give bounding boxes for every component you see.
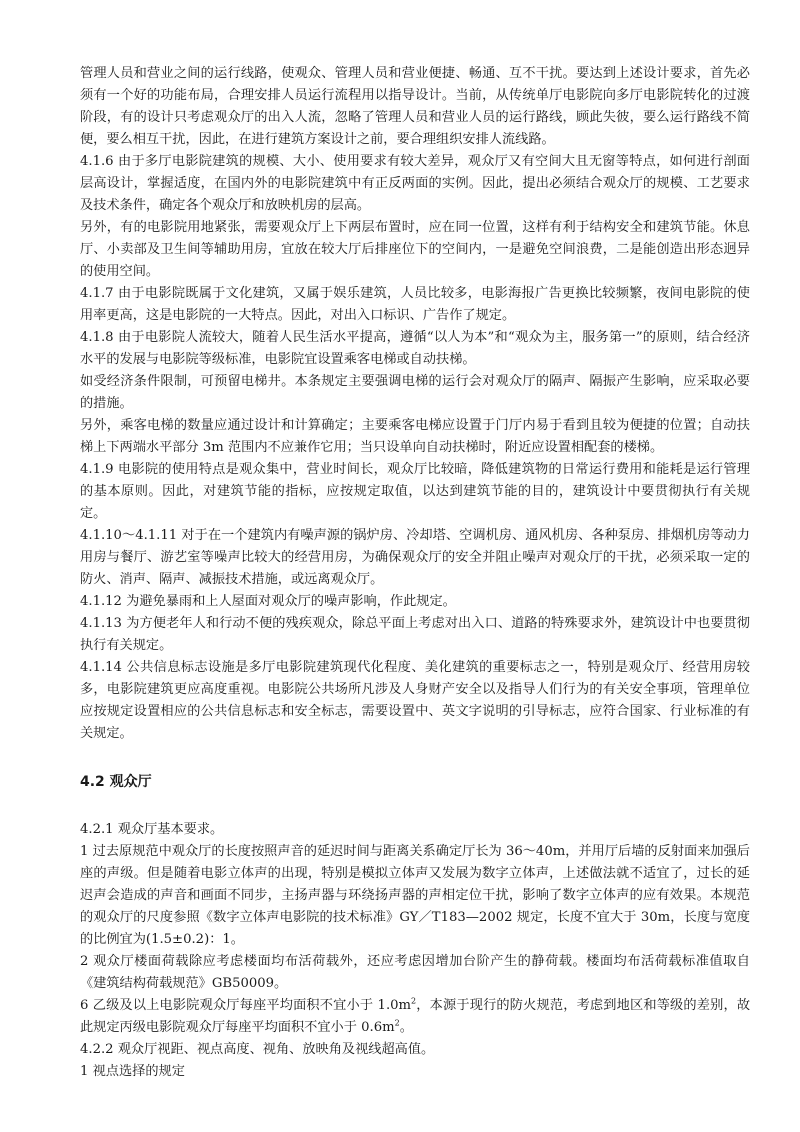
clause-4-1-6: 4.1.6 由于多厅电影院建筑的规模、大小、使用要求有较大差异，观众厅又有空间大且无窗等特点，如何进行剖面层高设计，掌握适度，在国内外的电影院建筑中有正反两面的实例。因此，提出必须结合观众厅的规模、工艺要求及技术条件，确定各个观众厅和放映机房的层高。 xyxy=(80,154,750,213)
paragraph: 另外，乘客电梯的数量应通过设计和计算确定；主要乘客电梯应设置于门厅内易于看到且较为便捷的位置；自动扶梯上下两端水平部分 3m 范围内不应兼作它用；当只设单向自动扶梯时，附近应设置相配套的楼梯。 xyxy=(80,418,750,455)
paragraph: 管理人员和营业之间的运行线路，使观众、管理人员和营业便捷、畅通、互不干扰。要达到上述设计要求，首先必须有一个好的功能布局，合理安排人员运行流程用以指导设计。当前，从传统单厅电影院向多厅电影院转化的过渡阶段，有的设计只考虑观众厅的出入人流，忽略了管理人员和营业人员的运行路线，顾此失彼，要么运行路线不简便，要么相互干扰，因此，在进行建筑方案设计之前，要合理组织安排人流线路。 xyxy=(80,66,750,147)
superscript: 2 xyxy=(411,996,417,1006)
item-6-text-b: ，本源于现行的防火规范，考虑到地区和等级的差别，故此规定丙级电影院观众厅每座平均面积不宜小于 0.6m xyxy=(80,998,751,1035)
item-2-floor-load: 2 观众厅楼面荷载除应考虑楼面均布活荷载外，还应考虑因增加台阶产生的静荷载。楼面均布活荷载标准值取自《建筑结构荷载规范》GB50009。 xyxy=(80,954,750,991)
clause-4-1-14: 4.1.14 公共信息标志设施是多厅电影院建筑现代化程度、美化建筑的重要标志之一，特别是观众厅、经营用房较多，电影院建筑更应高度重视。电影院公共场所凡涉及人身财产安全以及指导人们行为的有关安全事项，管理单位应按规定设置相应的公共信息标志和安全标志，需要设置中、英文字说明的引导标志，应符合国家、行业标准的有关规定。 xyxy=(80,660,750,741)
item-1-viewpoint: 1 视点选择的规定 xyxy=(80,1064,185,1079)
clause-4-1-10-11: 4.1.10～4.1.11 对于在一个建筑内有噪声源的锅炉房、冷却塔、空调机房、通风机房、各种泵房、排烟机房等动力用房与餐厅、游艺室等噪声比较大的经营用房，为确保观众厅的安全并阻止噪声对观众厅的干扰，必须采取一定的防火、消声、隔声、减振技术措施，或远离观众厅。 xyxy=(80,528,750,587)
item-6-text-c: 。 xyxy=(399,1020,413,1035)
section-heading: 4.2 观众厅 xyxy=(80,774,152,790)
clause-4-1-9: 4.1.9 电影院的使用特点是观众集中，营业时间长，观众厅比较暗，降低建筑物的日常运行费用和能耗是运行管理的基本原则。因此，对建筑节能的指标，应按规定取值，以达到建筑节能的目的，建筑设计中要贯彻执行有关规定。 xyxy=(80,462,750,521)
paragraph: 另外，有的电影院用地紧张，需要观众厅上下两层布置时，应在同一位置，这样有利于结构安全和建筑节能。休息厅、小卖部及卫生间等辅助用房，宜放在较大厅后排座位下的空间内，一是避免空间浪费，二是能创造出形态迥异的使用空间。 xyxy=(80,220,750,279)
superscript: 2 xyxy=(394,1018,400,1028)
paragraph: 如受经济条件限制，可预留电梯井。本条规定主要强调电梯的运行会对观众厅的隔声、隔振产生影响，应采取必要的措施。 xyxy=(80,374,750,411)
clause-4-1-7: 4.1.7 由于电影院既属于文化建筑，又属于娱乐建筑，人员比较多，电影海报广告更换比较频繁，夜间电影院的使用率更高，这是电影院的一大特点。因此，对出入口标识、广告作了规定。 xyxy=(80,286,750,323)
clause-4-1-13: 4.1.13 为方便老年人和行动不便的残疾观众，除总平面上考虑对出入口、道路的特殊要求外，建筑设计中也要贯彻执行有关规定。 xyxy=(80,616,750,653)
clause-4-1-8: 4.1.8 由于电影院人流较大，随着人民生活水平提高，遵循“以人为本”和“观众为主，服务第一”的原则，结合经济水平的发展与电影院等级标准，电影院宜设置乘客电梯或自动扶梯。 xyxy=(80,330,750,367)
clause-4-2-1: 4.2.1 观众厅基本要求。 xyxy=(80,822,224,837)
clause-4-1-12: 4.1.12 为避免暴雨和上人屋面对观众厅的噪声影响，作此规定。 xyxy=(80,594,456,609)
clause-4-2-2: 4.2.2 观众厅视距、视点高度、视角、放映角及视线超高值。 xyxy=(80,1042,435,1057)
item-1-hall-length: 1 过去原规范中观众厅的长度按照声音的延迟时间与距离关系确定厅长为 36～40m，并用厅后墙的反射面来加强后座的声级。但是随着电影立体声的出现，特别是模拟立体声又发展为数字立体声，上述做法就不适宜了，过长的延迟声会造成的声音和画面不同步，主扬声器与环绕扬声器的声相定位干扰，影响了数字立体声的应有效果。本规范的观众厅的尺度参照《数字立体声电影院的技术标准》GY／T183—2002 规定，长度不宜大于 30m，长度与宽度的比例宜为(1.5±0.2)：1。 xyxy=(80,844,750,947)
item-6-text-a: 6 乙级及以上电影院观众厅每座平均面积不宜小于 1.0m xyxy=(80,998,412,1013)
item-6-seat-area xyxy=(80,995,750,1039)
